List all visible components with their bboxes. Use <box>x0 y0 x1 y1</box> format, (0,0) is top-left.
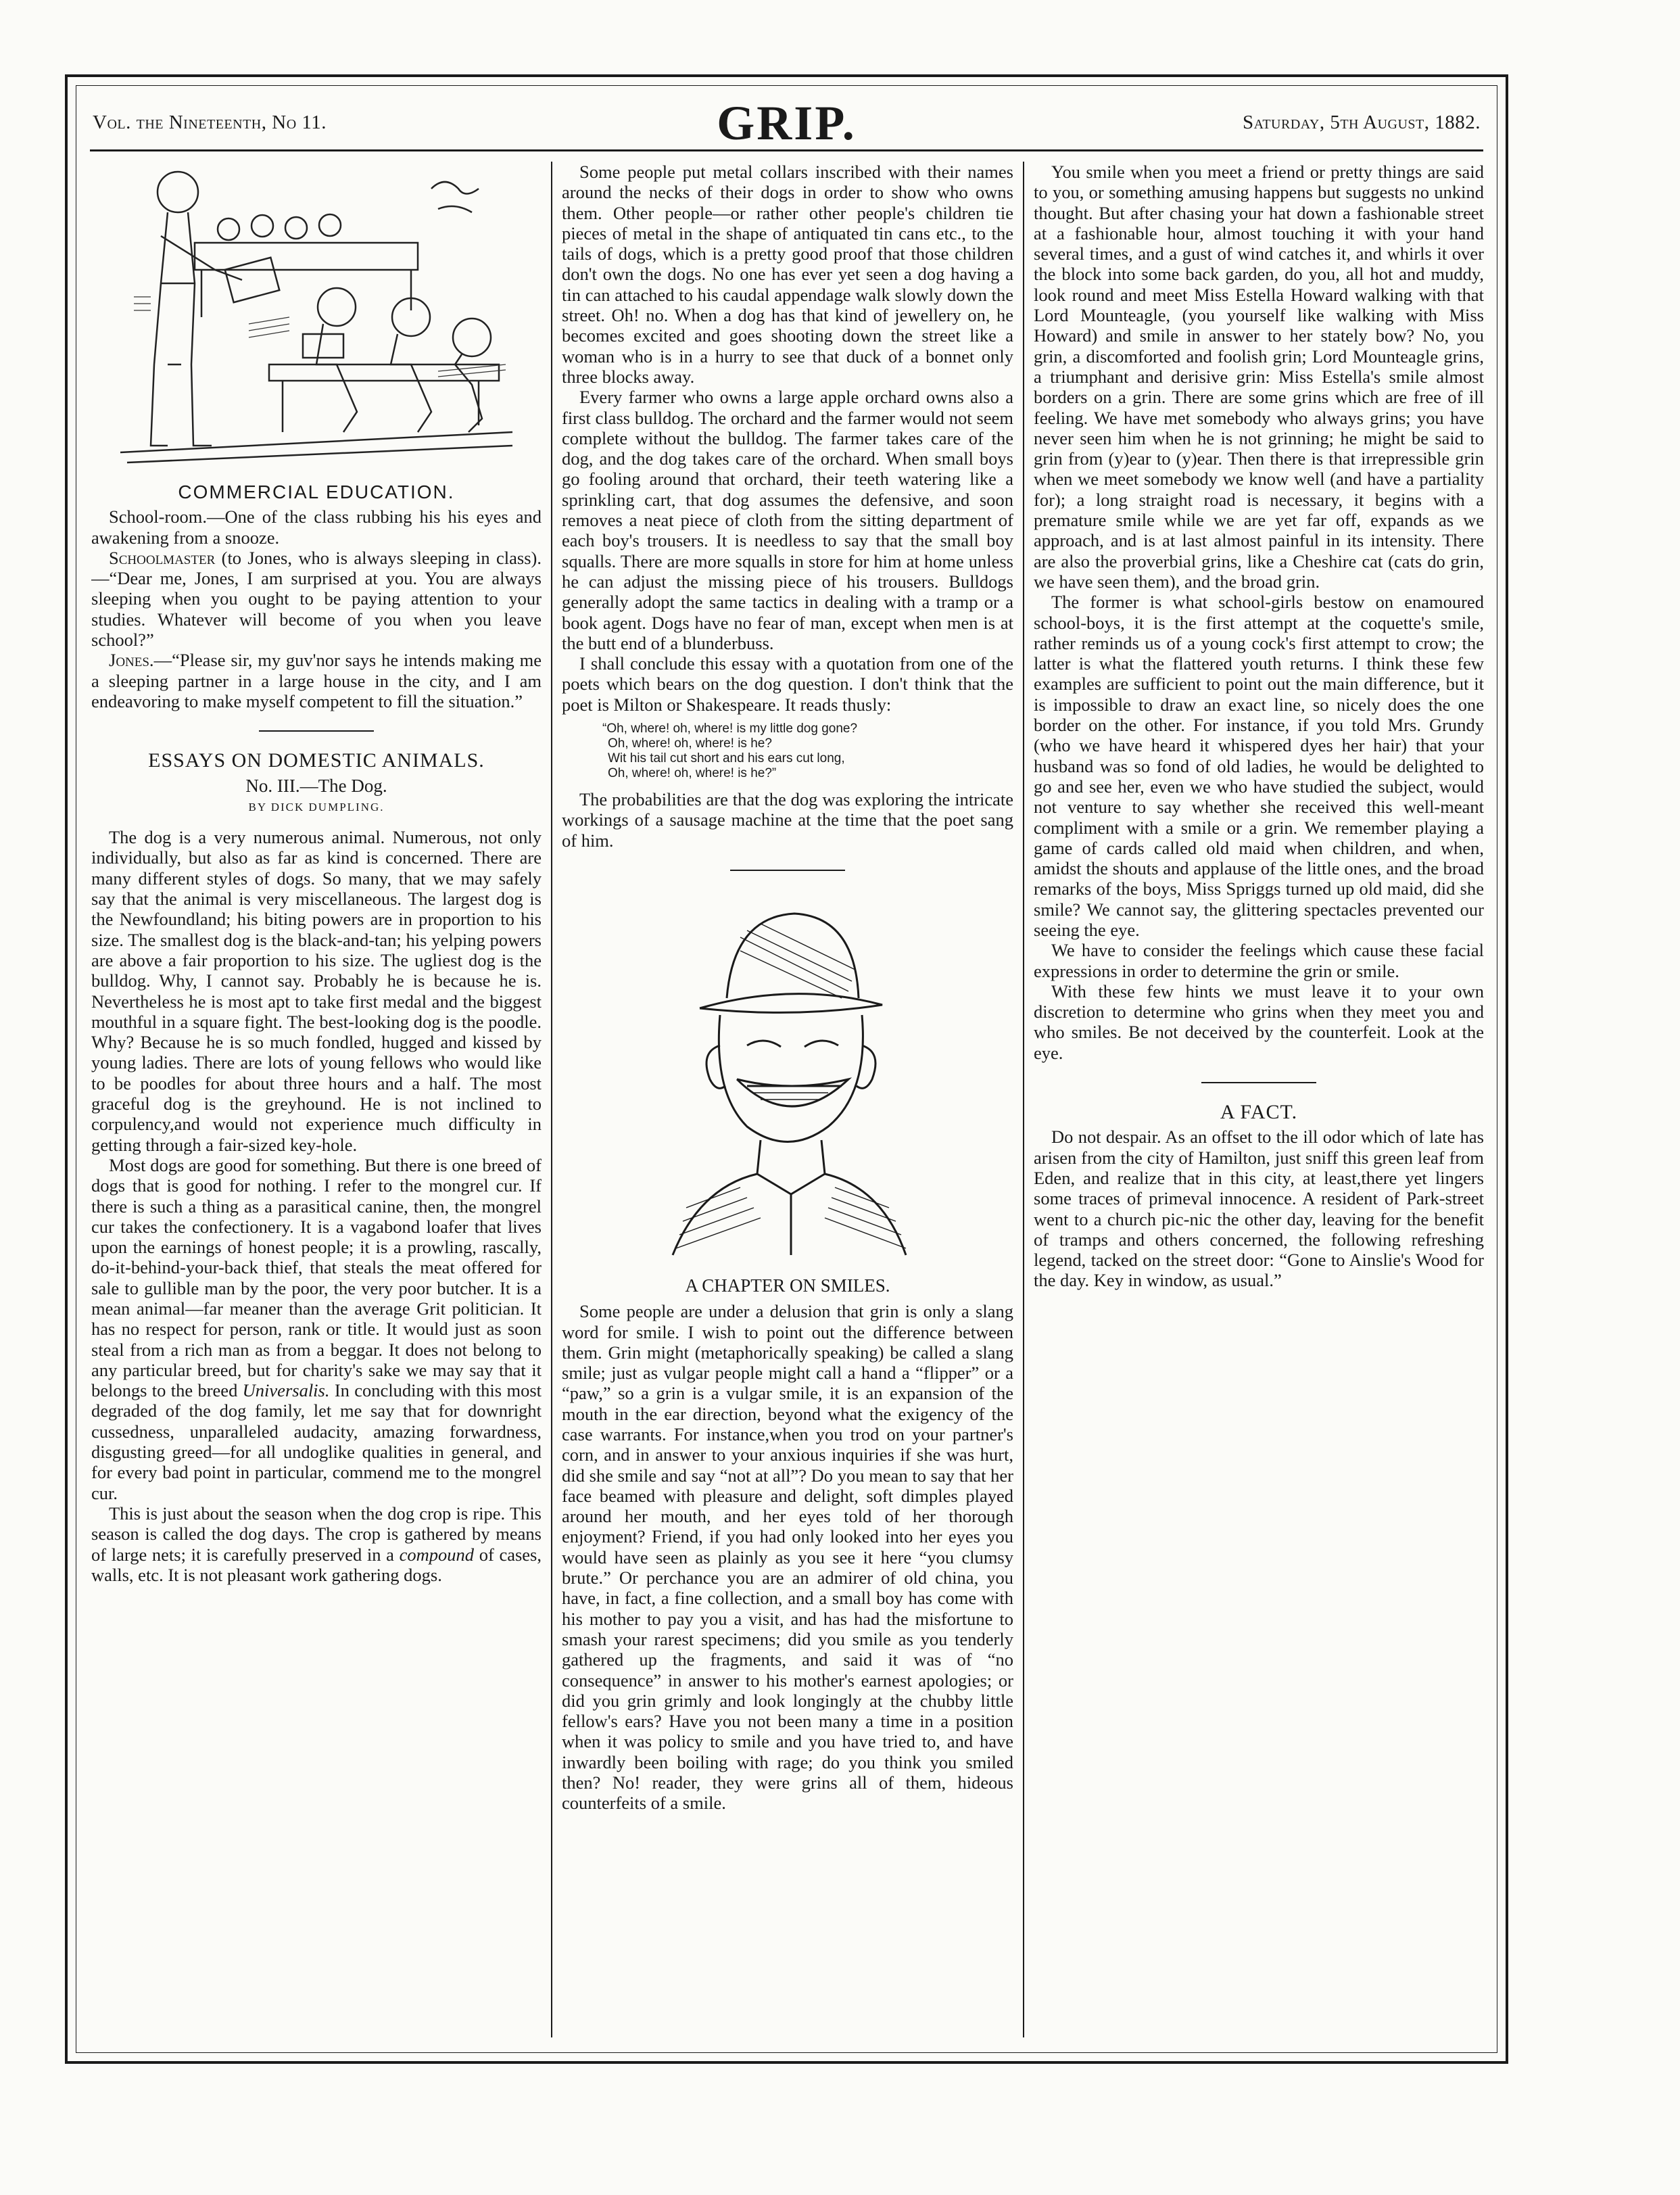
essay-paragraph-4: Some people put metal collars inscribed with their names around the necks of their dogs in order to show who owns them. Other people—or rather other people's children tie pieces of metal in the shape of antiquated tin cans etc., to the tails of dogs, which is a pretty good proof that those children don't own the dogs. No one has ever yet seen a dog having a tin can attached to his caudal appendage walk slowly down the street. Oh! no. When a dog has that kind of jewellery on, he becomes excited and goes shooting down the street like a woman who is in a hurry to see that duck of a bonnet only three blocks away. <box>562 162 1013 387</box>
page-inner-border <box>76 85 1497 2053</box>
essay-paragraph-2-end: In concluding with this most degraded of the dog family, let me say that for downright cussedness, unparalleled audacity, amazing forwardness, disgusting greed—for all undoglike qualities in general, and for every bad point in particular, commend me to the mongrel cur. <box>91 1380 542 1503</box>
smiles-paragraph-4: We have to consider the feelings which cause these facial expressions in order to determine the grin or smile. <box>1034 940 1484 981</box>
masthead <box>90 96 1483 151</box>
essay-paragraph-1: The dog is a very numerous animal. Numerous, not only individually, but also as far as kind is concerned. There are many different styles of dogs. So many, that we may safely say that the animal is very miscellaneous. The largest dog is the Newfoundland; his biting powers are in proportion to his size. The smallest dog is the black-and-tan; his yelping powers are above a fair proportion to his size. The ugliest dog is the bulldog. Why, I cannot say. Probably he is because he is. Nevertheless he is most apt to take first medal and the biggest mouthful in a square fight. The best-looking dog is the poodle. Why? Because he is so much fondled, hugged and kissed by young ladies. There are lots of young fellows who would like to be poodles for about three hours and a half. The most graceful dog is the greyhound. He is not inclined to corpulency,and would not experience much difficulty in getting through a fair-sized key-hole. <box>91 827 542 1155</box>
smiles-paragraph-3: The former is what school-girls bestow on enamoured school-boys, it is the first attempt at the coquette's smile, rather reminds us of a young cock's first attempt to crow; the latter is what the flattered youth returns. I think these few examples are sufficient to point out the main difference, but it is impossible to draw an exact line, so nicely does the one border on the other. For instance, if you told Mrs. Grundy (who we have heard it whispered dyes her hair) that your husband was so fond of old ladies, he would be delighted to go and see her, even we who have studied the subject, would not venture to say whether she received this well-meant compliment with a smile or a grin. We remember playing a game of cards called old maid when children, and when, amidst the shouts and applause of the little ones, and the broad remarks of the boys, Miss Spriggs turned up old maid, did she smile? We cannot say, the glittering spectacles prevented our seeing the eye. <box>1034 592 1484 940</box>
section-divider <box>1201 1082 1316 1083</box>
essay-paragraph-3 <box>91 1503 542 1585</box>
poem-line: Wit his tail cut short and his ears cut long, <box>608 751 845 766</box>
volume-number: Vol. the Nineteenth, No 11. <box>93 112 327 133</box>
section-divider <box>259 730 374 732</box>
essay-paragraph-3-text: This is just about the season when the dog crop is ripe. This season is called the dog days. The crop is gathered by means of large nets; it is carefully preserved in a <box>91 1503 542 1565</box>
commercial-paragraph-1: School-room.—One of the class rubbing his his eyes and awakening from a snooze. <box>91 506 542 548</box>
essay-paragraph-7: The probabilities are that the dog was exploring the intricate workings of a sausage machine at the time that the poet sang of him. <box>562 789 1013 851</box>
commercial-paragraph-2 <box>91 548 542 650</box>
fact-title: A FACT. <box>1220 1101 1298 1124</box>
column-rule-2 <box>1023 162 1024 2037</box>
poem-line: Oh, where! oh, where! is he?” <box>608 766 777 781</box>
commercial-paragraph-3 <box>91 650 542 711</box>
smiles-paragraph-2: You smile when you meet a friend or pretty things are said to you, or something amusing happens but suggests no unkind thought. But after chasing your hat down a fashionable street at a fashionable hour, almost touching it with your hand several times, and a gust of wind catches it, and whirls it over the block into some back garden, do you, all hot and muddy, look round and meet Miss Estella Howard walking with that Lord Mounteagle, (you yourself like walking with Miss Howard) and smile in answer to her stately bow? No, you grin, a discomforted and foolish grin; Lord Mounteagle grins, a triumphant and derisive grin: Miss Estella's smile almost borders on a grin. There are some grins which are free of ill feeling. We have met somebody who always grins; you have never seen him when he is not grinning; he might be said to grin from (y)ear to (y)ear. Then there is that irrepressible grin when we meet somebody we know well (and have a partiality for); a long straight road is necessary, it begins with a premature smile while we are yet far off, expands as we approach, and is at last almost painful in its intensity. There are also the proverbial grins, like a Cheshire cat (cats do grin, we have seen them), and the broad grin. <box>1034 162 1484 592</box>
jones-text: —“Please sir, my guv'nor says he intends making me a sleeping partner in a large house in the city, and I am endeavoring to make myself competent to fill the situation.” <box>91 650 542 711</box>
column-rule-1 <box>551 162 552 2037</box>
essay-paragraph-3-italic: compound <box>399 1544 475 1565</box>
smiles-paragraph-1: Some people are under a delusion that grin is only a slang word for smile. I wish to point out the difference between them. Grin might (metaphorically speaking) be called a slang smile; just as vulgar people might call a hand a “flipper” or a “paw,” so a grin is a vulgar smile, it is an expansion of the mouth in the ear direction, beyond what the exigency of the case warrants. For instance,when you trod on your partner's corn, and in answer to your anxious inquiries if she was hurt, did she smile and say “not at all”? Do you mean to say that her face beamed with pleasure and delight, soft dimples played around her mouth, and her eyes told of her thorough enjoyment? Friend, if you had only looked into her eyes you would have seen as plainly as you see it here “you clumsy brute.” Or perchance you are an admirer of old china, you have, in fact, a fine collection, and a small boy has come with his mother to pay you a visit, and has had the misfortune to smash your rarest specimens; did you smile as you tenderly gathered up the fragments, and said it was of “no consequence” in answer to his mother's earnest apologies; or did you grin grimly and look longingly at the chubby little fellow's ears? Have you not been many a time in a position when it was policy to smile and you have tried to, and have inwardly been boiling with rage; do you think you smiled then? No! reader, they were grins all of them, hideous counterfeits of a smile. <box>562 1301 1013 1814</box>
essay-subtitle: No. III.—The Dog. <box>245 775 387 796</box>
column-2 <box>562 162 1013 2037</box>
schoolmaster-text: (to Jones, who is always sleeping in class).—“Dear me, Jones, I am surprised at you. You are always sleeping when you ought to be paying attention to your studies. Whatever will become of you when you leave school?” <box>91 547 542 651</box>
grinning-man-illustration <box>646 890 930 1269</box>
issue-date: Saturday, 5th August, 1882. <box>1242 112 1481 133</box>
essay-paragraph-3-end: of cases, walls, etc. It is not pleasant work gathering dogs. <box>91 1544 542 1585</box>
poem-line: Oh, where! oh, where! is he? <box>608 736 772 751</box>
essay-paragraph-6: I shall conclude this essay with a quotation from one of the poets which bears on the dog question. I don't think that the poet is Milton or Shakespeare. It reads thusly: <box>562 653 1013 715</box>
smiles-paragraph-5: With these few hints we must leave it to your own discretion to determine who grins when they meet you and who smiles. Be not deceived by the counterfeit. Look at the eye. <box>1034 981 1484 1063</box>
essay-byline: BY DICK DUMPLING. <box>248 800 385 813</box>
essay-paragraph-5: Every farmer who owns a large apple orchard owns also a first class bulldog. The orchard and the farmer would not seem complete without the bulldog. The farmer takes care of the dog, and the dog takes care of the orchard. When small boys go fooling around that orchard, their teeth watering like a sprinkling cart, that dog assumes the defensive, and soon removes a neat piece of cloth from the sitting department of each boy's trousers. It is needless to say that the small boy squalls. There are more squalls in store for him at home unless he can adjust the missing piece of his trousers. Bulldogs generally adopt the same tactics in dealing with a tramp or a book agent. Dogs have no fear of man, except when men is at the butt end of a blunderbuss. <box>562 387 1013 653</box>
schoolmaster-label: Schoolmaster <box>109 547 216 568</box>
section-divider <box>730 870 845 871</box>
newspaper-page <box>65 74 1508 2064</box>
essay-paragraph-2 <box>91 1155 542 1503</box>
essay-paragraph-2-italic: Universalis. <box>242 1380 330 1401</box>
commercial-education-title: COMMERCIAL EDUCATION. <box>178 481 455 502</box>
newspaper-title: GRIP. <box>717 96 857 150</box>
essay-title: ESSAYS ON DOMESTIC ANIMALS. <box>148 749 485 772</box>
smiles-title: A CHAPTER ON SMILES. <box>685 1275 890 1296</box>
jones-label: Jones. <box>109 650 154 671</box>
schoolroom-illustration <box>114 162 519 473</box>
dog-poem <box>602 722 1013 781</box>
column-3 <box>1034 162 1484 2037</box>
poem-line: “Oh, where! oh, where! is my little dog gone? <box>602 722 858 736</box>
essay-paragraph-2-text: Most dogs are good for something. But there is one breed of dogs that is good for nothing. I refer to the mongrel cur. If there is such a thing as a parasitical canine, then, the mongrel cur takes the confectionery. It is a vagabond loafer that lives upon the earnings of honest people; it is a prowling, rascally, do-it-behind-your-back thief, that steals the meat offered for sale to gullible man by the poor, the very poor butcher. It is a mean animal—far meaner than the average Grit politician. It has no respect for person, rank or title. It would just as soon steal from a rich man as from a beggar. It does not belong to any particular breed, but for charity's sake we may say that it belongs to the breed <box>91 1154 542 1401</box>
fact-paragraph-1: Do not despair. As an offset to the ill odor which of late has arisen from the city of Hamilton, just sniff this green leaf from Eden, and realize that in this city, at least,there yet lingers some traces of primeval innocence. A resident of Park-street went to a church pic-nic the other day, leaving for the benefit of tramps and others concerned, the following refreshing legend, tacked on the street door: “Gone to Ainslie's Wood for the day. Key in window, as usual.” <box>1034 1127 1484 1291</box>
column-1 <box>91 162 542 2037</box>
